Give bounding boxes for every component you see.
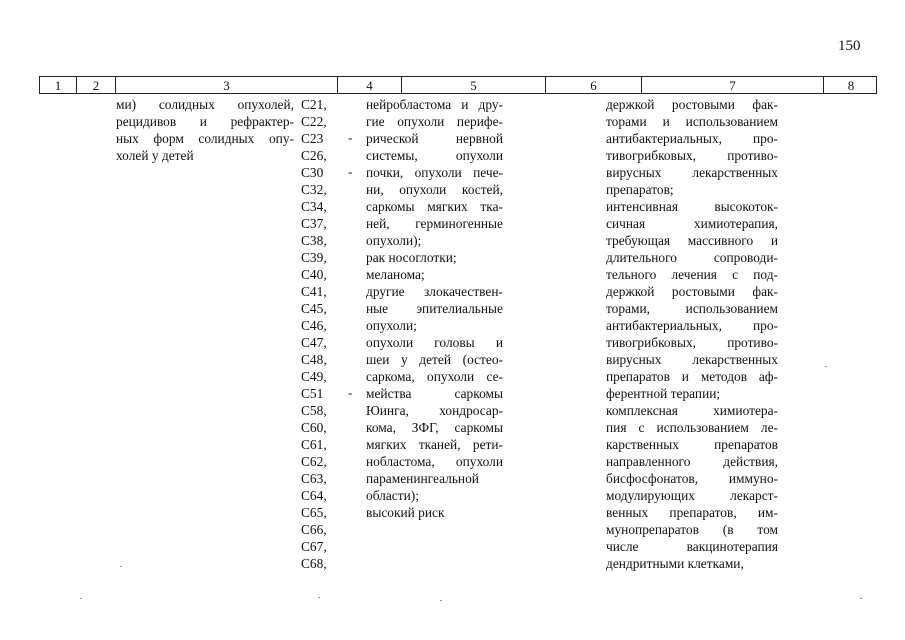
text-line: C47,	[301, 335, 327, 350]
header-col-5: 5	[470, 78, 477, 93]
text-line: C58,	[301, 403, 327, 418]
text-line: C30	[301, 165, 324, 180]
text-line: холей у детей	[116, 148, 194, 163]
text-line: C23	[301, 131, 324, 146]
header-col-6: 6	[590, 78, 597, 93]
text-line: антибактериальных, про-	[606, 131, 778, 146]
text-line: держкой ростовыми фак-	[606, 97, 778, 112]
text-line: меланома;	[366, 267, 425, 282]
table-header-row	[39, 76, 877, 94]
text-line: держкой ростовыми фак-	[606, 284, 778, 299]
text-line: C60,	[301, 420, 327, 435]
code-range-dash: -	[348, 164, 353, 179]
text-line: C21,	[301, 97, 327, 112]
text-line: карственных препаратов	[606, 437, 778, 452]
text-line: C40,	[301, 267, 327, 282]
text-line: ней, герминогенные	[366, 216, 503, 231]
text-line: вирусных лекарственных	[606, 165, 778, 180]
text-line: антибактериальных, про-	[606, 318, 778, 333]
header-col-3: 3	[223, 78, 230, 93]
text-line: C63,	[301, 471, 327, 486]
text-line: комплексная химиотера-	[606, 403, 778, 418]
text-line: рак носоглотки;	[366, 250, 457, 265]
text-line: гие опухоли перифе-	[366, 114, 503, 129]
text-line: опухоли;	[366, 318, 417, 333]
text-line: C34,	[301, 199, 327, 214]
col-7-text	[606, 96, 778, 572]
code-range-dash: -	[348, 385, 353, 400]
header-col-8: 8	[847, 78, 855, 93]
col-3-text	[116, 96, 294, 164]
text-line: C32,	[301, 182, 327, 197]
text-line: C64,	[301, 488, 327, 503]
text-line: торами, использованием	[606, 301, 778, 316]
text-line: длительного сопроводи-	[606, 250, 778, 265]
text-line: бисфосфонатов, иммуно-	[606, 471, 778, 486]
text-line: мейства саркомы	[366, 386, 503, 401]
text-line: ми) солидных опухолей,	[116, 97, 294, 112]
text-line: C66,	[301, 522, 327, 537]
text-line: параменингеальной	[366, 471, 479, 486]
text-line: C48,	[301, 352, 327, 367]
text-line: C68,	[301, 556, 327, 571]
scan-speck	[120, 566, 122, 567]
header-col-4: 4	[366, 78, 373, 93]
text-line: C67,	[301, 539, 327, 554]
code-range-dash: -	[348, 130, 353, 145]
text-line: рецидивов и рефрактер-	[116, 114, 294, 129]
text-line: C61,	[301, 437, 327, 452]
text-line: тивогрибковых, противо-	[606, 148, 778, 163]
text-line: ни, опухоли костей,	[366, 182, 503, 197]
text-line: C41,	[301, 284, 327, 299]
text-line: системы, опухоли	[366, 148, 503, 163]
text-line: опухоли головы и	[366, 335, 503, 350]
text-line: дендритными клетками,	[606, 556, 744, 571]
text-line: саркомы мягких тка-	[366, 199, 503, 214]
text-line: C26,	[301, 148, 327, 163]
scan-speck	[318, 597, 320, 598]
text-line: препаратов и методов аф-	[606, 369, 778, 384]
text-line: другие злокачествен-	[366, 284, 503, 299]
text-line: шеи у детей (остео-	[366, 352, 503, 367]
text-line: модулирующих лекарст-	[606, 488, 778, 503]
text-line: тельного лечения с под-	[606, 267, 778, 282]
text-line: C45,	[301, 301, 327, 316]
text-line: нейробластома и дру-	[366, 97, 503, 112]
text-line: Юинга, хондросар-	[366, 403, 503, 418]
text-line: C65,	[301, 505, 327, 520]
text-line: венных препаратов, им-	[606, 505, 778, 520]
text-line: C51	[301, 386, 324, 401]
text-line: кома, ЗФГ, саркомы	[366, 420, 503, 435]
text-line: рической нервной	[366, 131, 503, 146]
text-line: ных форм солидных опу-	[116, 131, 294, 146]
text-line: саркома, опухоли се-	[366, 369, 503, 384]
text-line: вирусных лекарственных	[606, 352, 778, 367]
text-line: C37,	[301, 216, 327, 231]
text-line: ные эпителиальные	[366, 301, 503, 316]
text-line: интенсивная высокоток-	[606, 199, 778, 214]
text-line: почки, опухоли пече-	[366, 165, 503, 180]
text-line: C39,	[301, 250, 327, 265]
header-col-1: 1	[54, 78, 62, 93]
text-line: препаратов;	[606, 182, 674, 197]
text-line: тивогрибковых, противо-	[606, 335, 778, 350]
text-line: C38,	[301, 233, 327, 248]
text-line: направленного действия,	[606, 454, 778, 469]
text-line: мунопрепаратов (в том	[606, 522, 778, 537]
text-line: пия с использованием ле-	[606, 420, 778, 435]
text-line: области);	[366, 488, 419, 503]
scan-speck	[80, 598, 82, 599]
scan-speck	[860, 598, 862, 599]
header-col-2: 2	[92, 78, 100, 93]
scan-speck	[825, 366, 827, 367]
text-line: числе вакцинотерапия	[606, 539, 778, 554]
text-line: C49,	[301, 369, 327, 384]
text-line: высокий риск	[366, 505, 445, 520]
text-line: требующая массивного и	[606, 233, 778, 248]
text-line: нобластома, опухоли	[366, 454, 503, 469]
col-4-codes	[301, 96, 346, 572]
text-line: торами и использованием	[606, 114, 778, 129]
text-line: C62,	[301, 454, 327, 469]
col-5-text	[366, 96, 503, 521]
text-line: C46,	[301, 318, 327, 333]
scan-speck	[440, 600, 442, 601]
text-line: опухоли);	[366, 233, 422, 248]
header-col-7: 7	[729, 78, 736, 93]
text-line: мягких тканей, рети-	[366, 437, 503, 452]
text-line: C22,	[301, 114, 327, 129]
text-line: сичная химиотерапия,	[606, 216, 778, 231]
page-number: 150	[838, 38, 861, 54]
text-line: ферентной терапии;	[606, 386, 721, 401]
